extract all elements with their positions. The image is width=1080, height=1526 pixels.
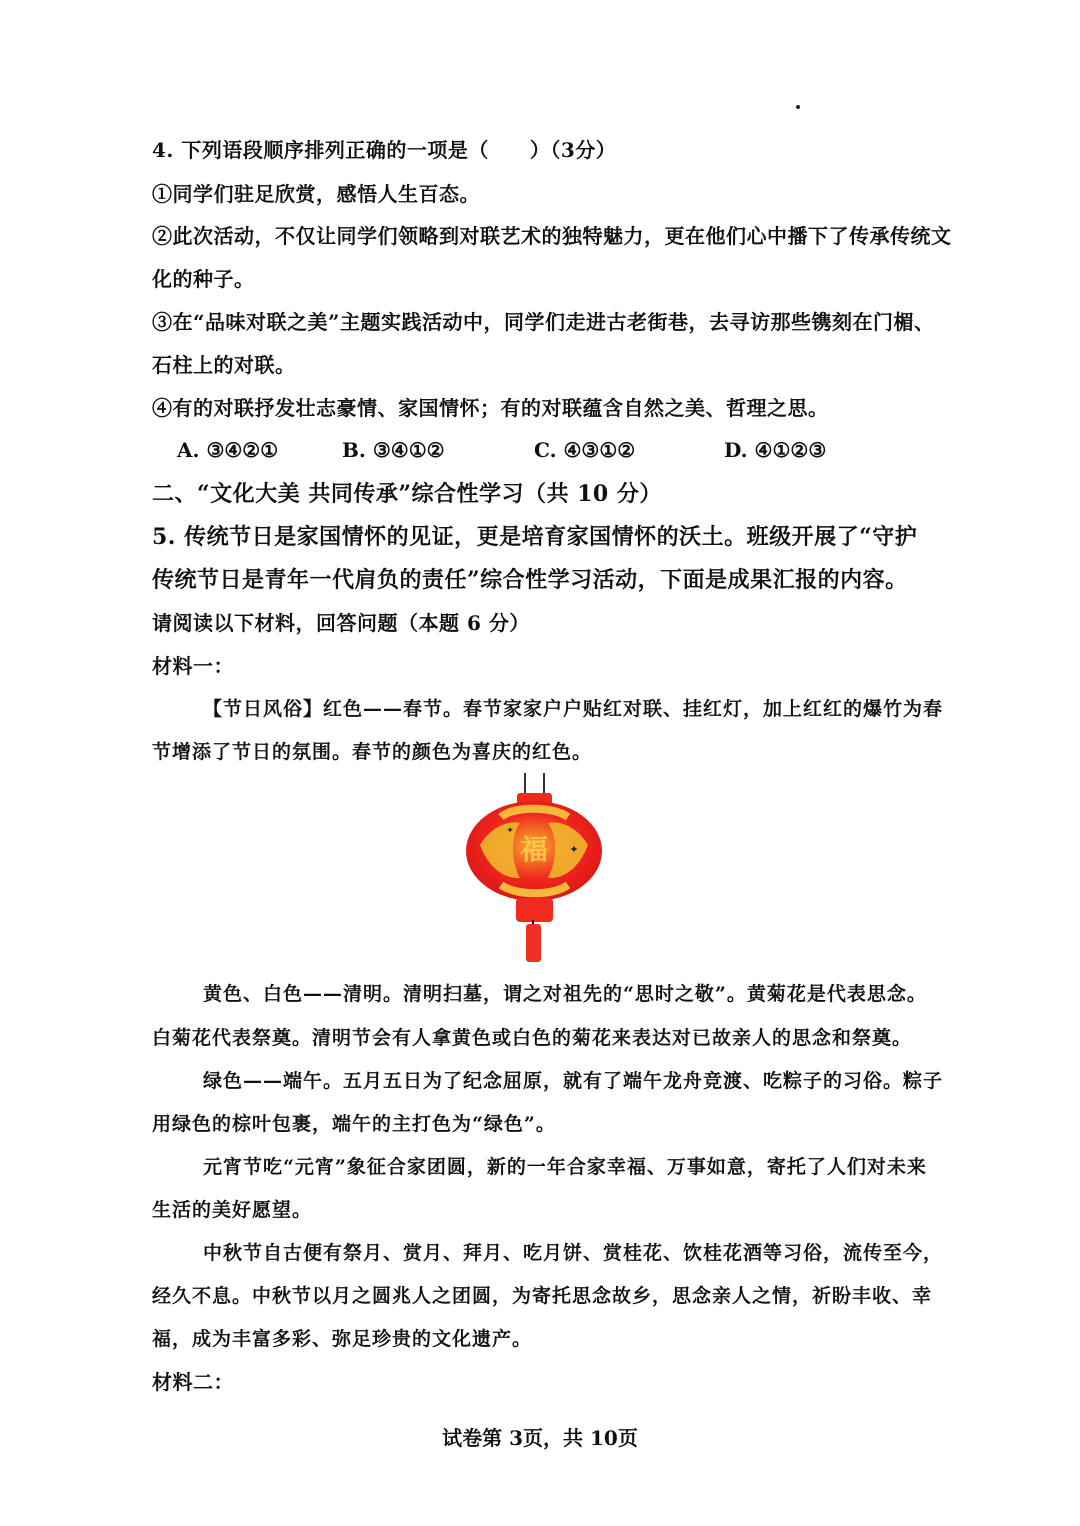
material-1-label: 材料一： [152,654,234,678]
scan-dot [796,105,800,109]
question-5-line-1: 5. 传统节日是家国情怀的见证，更是培育家国情怀的沃土。班级开展了“守护 [152,524,918,550]
material-1-paragraph-1-line-1: 【节日风俗】红色——春节。春节家家户户贴红对联、挂红灯，加上红红的爆竹为春 [203,698,944,720]
material-2-label: 材料二： [152,1370,234,1394]
question-4-item-4: ④有的对联抒发壮志豪情、家国情怀；有的对联蕴含自然之美、哲理之思。 [152,396,829,420]
svg-text:福: 福 [519,833,549,866]
question-4-item-2-line-2: 化的种子。 [152,267,255,291]
page-footer: 试卷第 3页，共 10页 [442,1426,638,1450]
material-1-paragraph-2-line-1: 黄色、白色——清明。清明扫墓，谓之对祖先的“思时之敬”。黄菊花是代表思念。 [203,983,927,1005]
option-d: D. ④①②③ [724,438,827,462]
material-1-paragraph-5-line-3: 福，成为丰富多彩、弥足珍贵的文化遗产。 [152,1328,533,1350]
question-5-instruction: 请阅读以下材料，回答问题（本题 6 分） [152,611,530,635]
material-1-paragraph-4-line-1: 元宵节吃“元宵”象征合家团圆，新的一年合家幸福、万事如意，寄托了人们对未来 [203,1156,927,1178]
question-4-item-3-line-1: ③在“品味对联之美”主题实践活动中，同学们走进古老街巷，去寻访那些镌刻在门楣、 [152,310,935,334]
question-4-title: 4. 下列语段顺序排列正确的一项是（ ）（3分） [152,138,617,162]
question-4-item-3-line-2: 石柱上的对联。 [152,353,296,377]
question-4-item-2-line-1: ②此次活动，不仅让同学们领略到对联艺术的独特魅力，更在他们心中播下了传承传统文 [152,224,952,248]
question-4-item-1: ①同学们驻足欣赏，感悟人生百态。 [152,182,480,206]
material-1-paragraph-3-line-2: 用绿色的棕叶包裹，端午的主打色为“绿色”。 [152,1113,556,1135]
material-1-paragraph-2-line-2: 白菊花代表祭奠。清明节会有人拿黄色或白色的菊花来表达对已故亲人的思念和祭奠。 [152,1027,913,1049]
svg-text:✦: ✦ [569,843,579,856]
material-1-paragraph-4-line-2: 生活的美好愿望。 [152,1199,313,1221]
svg-text:✦: ✦ [506,826,514,836]
section-2-heading: 二、“文化大美 共同传承”综合性学习（共 10 分） [152,481,662,507]
material-1-paragraph-5-line-2: 经久不息。中秋节以月之圆兆人之团圆，为寄托思念故乡，思念亲人之情，祈盼丰收、幸 [152,1285,933,1307]
material-1-paragraph-3-line-1: 绿色——端午。五月五日为了纪念屈原，就有了端午龙舟竞渡、吃粽子的习俗。粽子 [203,1070,944,1092]
red-lantern-icon [462,773,607,968]
material-1-paragraph-5-line-1: 中秋节自古便有祭月、赏月、拜月、吃月饼、赏桂花、饮桂花酒等习俗，流传至今， [203,1242,944,1264]
material-1-paragraph-1-line-2: 节增添了节日的氛围。春节的颜色为喜庆的红色。 [152,741,593,763]
option-c: C. ④③①② [534,438,636,462]
question-5-line-2: 传统节日是青年一代肩负的责任”综合性学习活动，下面是成果汇报的内容。 [152,567,908,593]
option-b: B. ③④①② [342,438,445,462]
option-a: A. ③④②① [177,438,279,462]
question-4-options [177,438,877,466]
